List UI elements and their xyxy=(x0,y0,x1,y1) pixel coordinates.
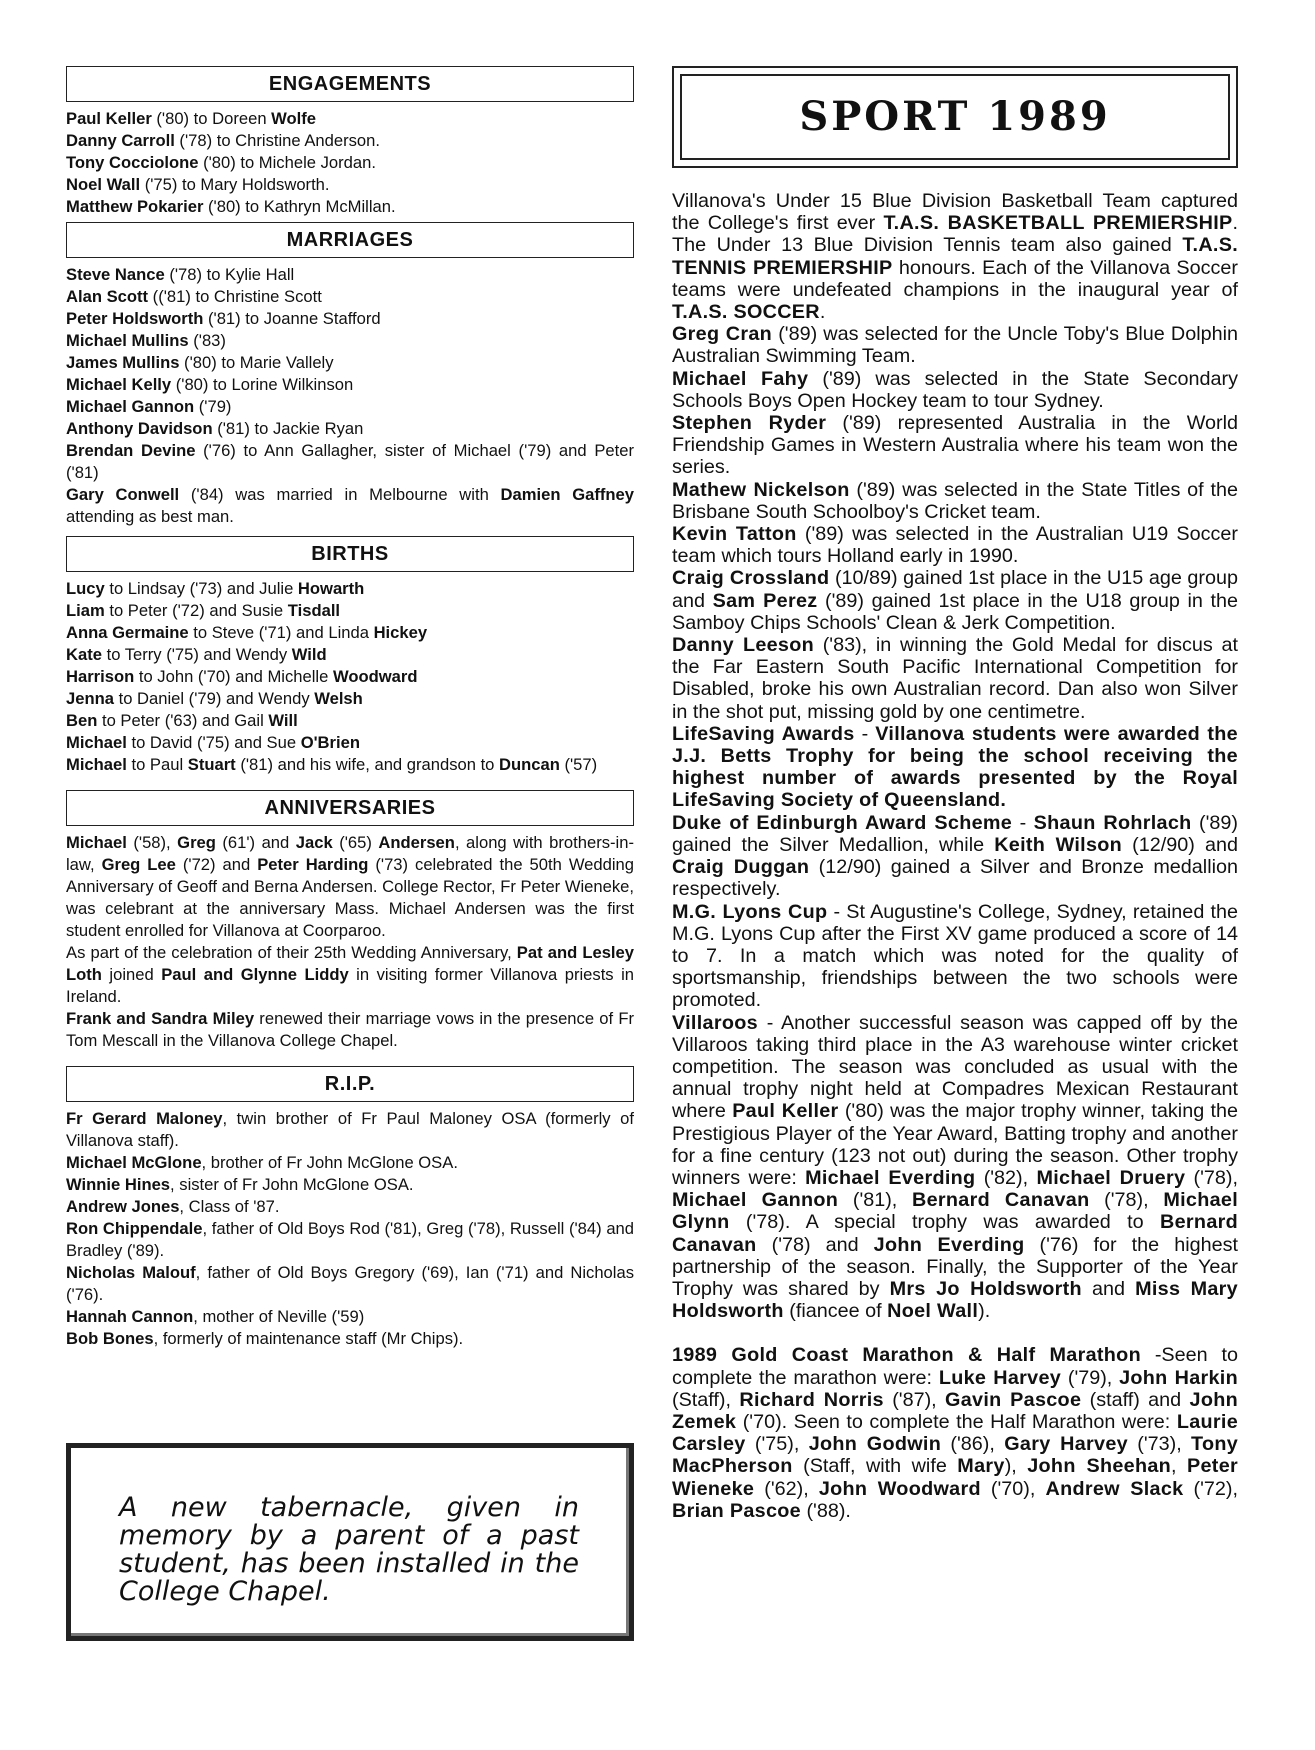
anniversary-paragraph: As part of the celebration of their 25th Wedding Anniversary, Pat and Lesley Loth joined Paul and Glynne Liddy in visiting former Villanova priests in Ireland. xyxy=(66,943,635,1006)
sport-paragraph: Stephen Ryder ('89) represented Australia in the World Friendship Games in Western Australia where his team won the series. xyxy=(672,412,1239,479)
list-item: Hannah Cannon, mother of Neville ('59) xyxy=(66,1307,365,1326)
list-item: Liam to Peter ('72) and Susie Tisdall xyxy=(66,601,341,620)
sport-paragraph: Mathew Nickelson ('89) was selected in the State Titles of the Brisbane South Schoolboy's Cricket team. xyxy=(672,478,1238,523)
list-item: Nicholas Malouf, father of Old Boys Gregory ('69), Ian ('71) and Nicholas ('76). xyxy=(66,1263,634,1304)
list-item: Ron Chippendale, father of Old Boys Rod ('81), Greg ('78), Russell ('84) and Bradley ('89). xyxy=(66,1219,635,1260)
sport-paragraph: Villanova's Under 15 Blue Division Basketball Team captured the College's first ever T.A.S. BASKETBALL PREMIERSHIP. The Under 13 Blue Division Tennis team also gained T.A.S. TENNIS PREMIERSHIP honours. Each of the Villanova Soccer teams were undefeated champions in the inaugural year of T.A.S. SOCCER. xyxy=(672,190,1238,324)
list-item: Matthew Pokarier ('80) to Kathryn McMillan. xyxy=(66,197,396,216)
list-item: Steve Nance ('78) to Kylie Hall xyxy=(66,265,295,284)
list-item: Brendan Devine ('76) to Ann Gallagher, sister of Michael ('79) and Peter ('81) xyxy=(66,441,634,482)
list-item: Michael Gannon ('79) xyxy=(66,397,232,416)
list-item: Paul Keller ('80) to Doreen Wolfe xyxy=(66,109,317,128)
list-item: Michael Mullins ('83) xyxy=(66,331,226,350)
sport-paragraph: Danny Leeson ('83), in winning the Gold Medal for discus at the Far Eastern South Pacific International Competition for Disabled, broke his own Australian record. Dan also won Silver in the shot put, missing gold by one centimetre. xyxy=(672,634,1239,723)
sport-title: SPORT 1989 xyxy=(680,74,1230,160)
sport-paragraph: M.G. Lyons Cup - St Augustine's College, Sydney, retained the M.G. Lyons Cup after the First XV game produced a score of 14 to 7. In a match which was noted for the quality of sportsmanship, friendships between the two schools were promoted. xyxy=(672,900,1238,1012)
list-item: Winnie Hines, sister of Fr John McGlone OSA. xyxy=(66,1175,414,1194)
sport-articles xyxy=(672,190,1238,1522)
list-item: Michael McGlone, brother of Fr John McGlone OSA. xyxy=(66,1153,458,1172)
list-item: Michael Kelly ('80) to Lorine Wilkinson xyxy=(66,375,354,394)
anniversaries-heading: ANNIVERSARIES xyxy=(66,790,634,826)
sport-paragraph: 1989 Gold Coast Marathon & Half Marathon -Seen to complete the marathon were: Luke Harvey ('79), John Harkin (Staff), Richard Norris ('87), Gavin Pascoe (staff) and John Zemek ('70). Seen to complete the Half Marathon were: Laurie Carsley ('75), John Godwin ('86), Gary Harvey ('73), Tony MacPherson (Staff, with wife Mary), John Sheehan, Peter Wieneke ('62), John Woodward ('70), Andrew Slack ('72), Brian Pascoe ('88). xyxy=(672,1344,1239,1522)
list-item: Anthony Davidson ('81) to Jackie Ryan xyxy=(66,419,364,438)
list-item: Anna Germaine to Steve ('71) and Linda Hickey xyxy=(66,623,428,642)
left-column xyxy=(66,66,634,1350)
sport-paragraph: Greg Cran ('89) was selected for the Uncle Toby's Blue Dolphin Australian Swimming Team. xyxy=(672,323,1238,368)
list-item: Lucy to Lindsay ('73) and Julie Howarth xyxy=(66,579,365,598)
sport-paragraph: Duke of Edinburgh Award Scheme - Shaun Rohrlach ('89) gained the Silver Medallion, while Keith Wilson (12/90) and Craig Duggan (12/90) gained a Silver and Bronze medallion respectively. xyxy=(672,811,1238,901)
sport-paragraph: Craig Crossland (10/89) gained 1st place in the U15 age group and Sam Perez ('89) gained 1st place in the U18 group in the Samboy Chips Schools' Clean & Jerk Competition. xyxy=(672,567,1239,634)
list-item: Andrew Jones, Class of '87. xyxy=(66,1197,280,1216)
list-item: Ben to Peter ('63) and Gail Will xyxy=(66,711,298,730)
paragraph-gap xyxy=(672,1322,1238,1344)
list-item: Bob Bones, formerly of maintenance staff (Mr Chips). xyxy=(66,1329,464,1348)
sport-paragraph: Kevin Tatton ('89) was selected in the Australian U19 Soccer team which tours Holland early in 1990. xyxy=(672,523,1238,568)
list-item: Alan Scott (('81) to Christine Scott xyxy=(66,287,322,306)
anniversary-paragraph: Frank and Sandra Miley renewed their marriage vows in the presence of Fr Tom Mescall in the Villanova College Chapel. xyxy=(66,1009,634,1050)
list-item: Noel Wall ('75) to Mary Holdsworth. xyxy=(66,175,330,194)
sport-paragraph: Michael Fahy ('89) was selected in the State Secondary Schools Boys Open Hockey team to tour Sydney. xyxy=(672,367,1238,412)
marriages-list xyxy=(66,264,634,528)
list-item: Tony Cocciolone ('80) to Michele Jordan. xyxy=(66,153,376,172)
sport-paragraph: Villaroos - Another successful season was capped off by the Villaroos taking third place in the A3 warehouse winter cricket competition. The season was concluded as usual with the annual trophy night held at Compadres Mexican Restaurant where Paul Keller ('80) was the major trophy winner, taking the Prestigious Player of the Year Award, Batting trophy and another for a fine century (123 not out) during the season. Other trophy winners were: Michael Everding ('82), Michael Druery ('78), Michael Gannon ('81), Bernard Canavan ('78), Michael Glynn ('78). A special trophy was awarded to Bernard Canavan ('78) and John Everding ('76) for the highest partnership of the season. Finally, the Supporter of the Year Trophy was shared by Mrs Jo Holdsworth and Miss Mary Holdsworth (fiancee of Noel Wall). xyxy=(672,1011,1238,1323)
list-item: Danny Carroll ('78) to Christine Anderson. xyxy=(66,131,380,150)
births-heading: BIRTHS xyxy=(66,536,634,572)
anniversaries-text xyxy=(66,832,634,1052)
right-column xyxy=(672,66,1238,1522)
list-item: Kate to Terry ('75) and Wendy Wild xyxy=(66,645,327,664)
list-item: Michael to Paul Stuart ('81) and his wife, and grandson to Duncan ('57) xyxy=(66,755,598,774)
sport-paragraph: LifeSaving Awards - Villanova students were awarded the J.J. Betts Trophy for being the school receiving the highest number of awards presented by the Royal LifeSaving Society of Queensland. xyxy=(672,722,1238,812)
births-list xyxy=(66,578,634,776)
list-item: Harrison to John ('70) and Michelle Woodward xyxy=(66,667,418,686)
list-item: Michael to David ('75) and Sue O'Brien xyxy=(66,733,360,752)
rip-list xyxy=(66,1108,634,1350)
tabernacle-notice-box xyxy=(66,1443,634,1641)
engagements-list xyxy=(66,108,634,218)
marriages-heading: MARRIAGES xyxy=(66,222,634,258)
engagements-heading: ENGAGEMENTS xyxy=(66,66,634,102)
list-item: Fr Gerard Maloney, twin brother of Fr Paul Maloney OSA (formerly of Villanova staff). xyxy=(66,1109,634,1150)
anniversary-paragraph: Michael ('58), Greg (61') and Jack ('65) Andersen, along with brothers-in-law, Greg Lee ('72) and Peter Harding ('73) celebrated the 50th Wedding Anniversary of Geoff and Berna Andersen. College Rector, Fr Peter Wieneke, was celebrant at the anniversary Mass. Michael Andersen was the first student enrolled for Villanova at Coorparoo. xyxy=(66,833,635,940)
sport-heading-box xyxy=(672,66,1238,168)
list-item: Gary Conwell ('84) was married in Melbourne with Damien Gaffney attending as best man. xyxy=(66,485,634,526)
list-item: Peter Holdsworth ('81) to Joanne Stafford xyxy=(66,309,381,328)
list-item: Jenna to Daniel ('79) and Wendy Welsh xyxy=(66,689,363,708)
list-item: James Mullins ('80) to Marie Vallely xyxy=(66,353,334,372)
rip-heading: R.I.P. xyxy=(66,1066,634,1102)
tabernacle-notice: A new tabernacle, given in memory by a parent of a past student, has been installed in the College Chapel. xyxy=(119,1492,579,1607)
